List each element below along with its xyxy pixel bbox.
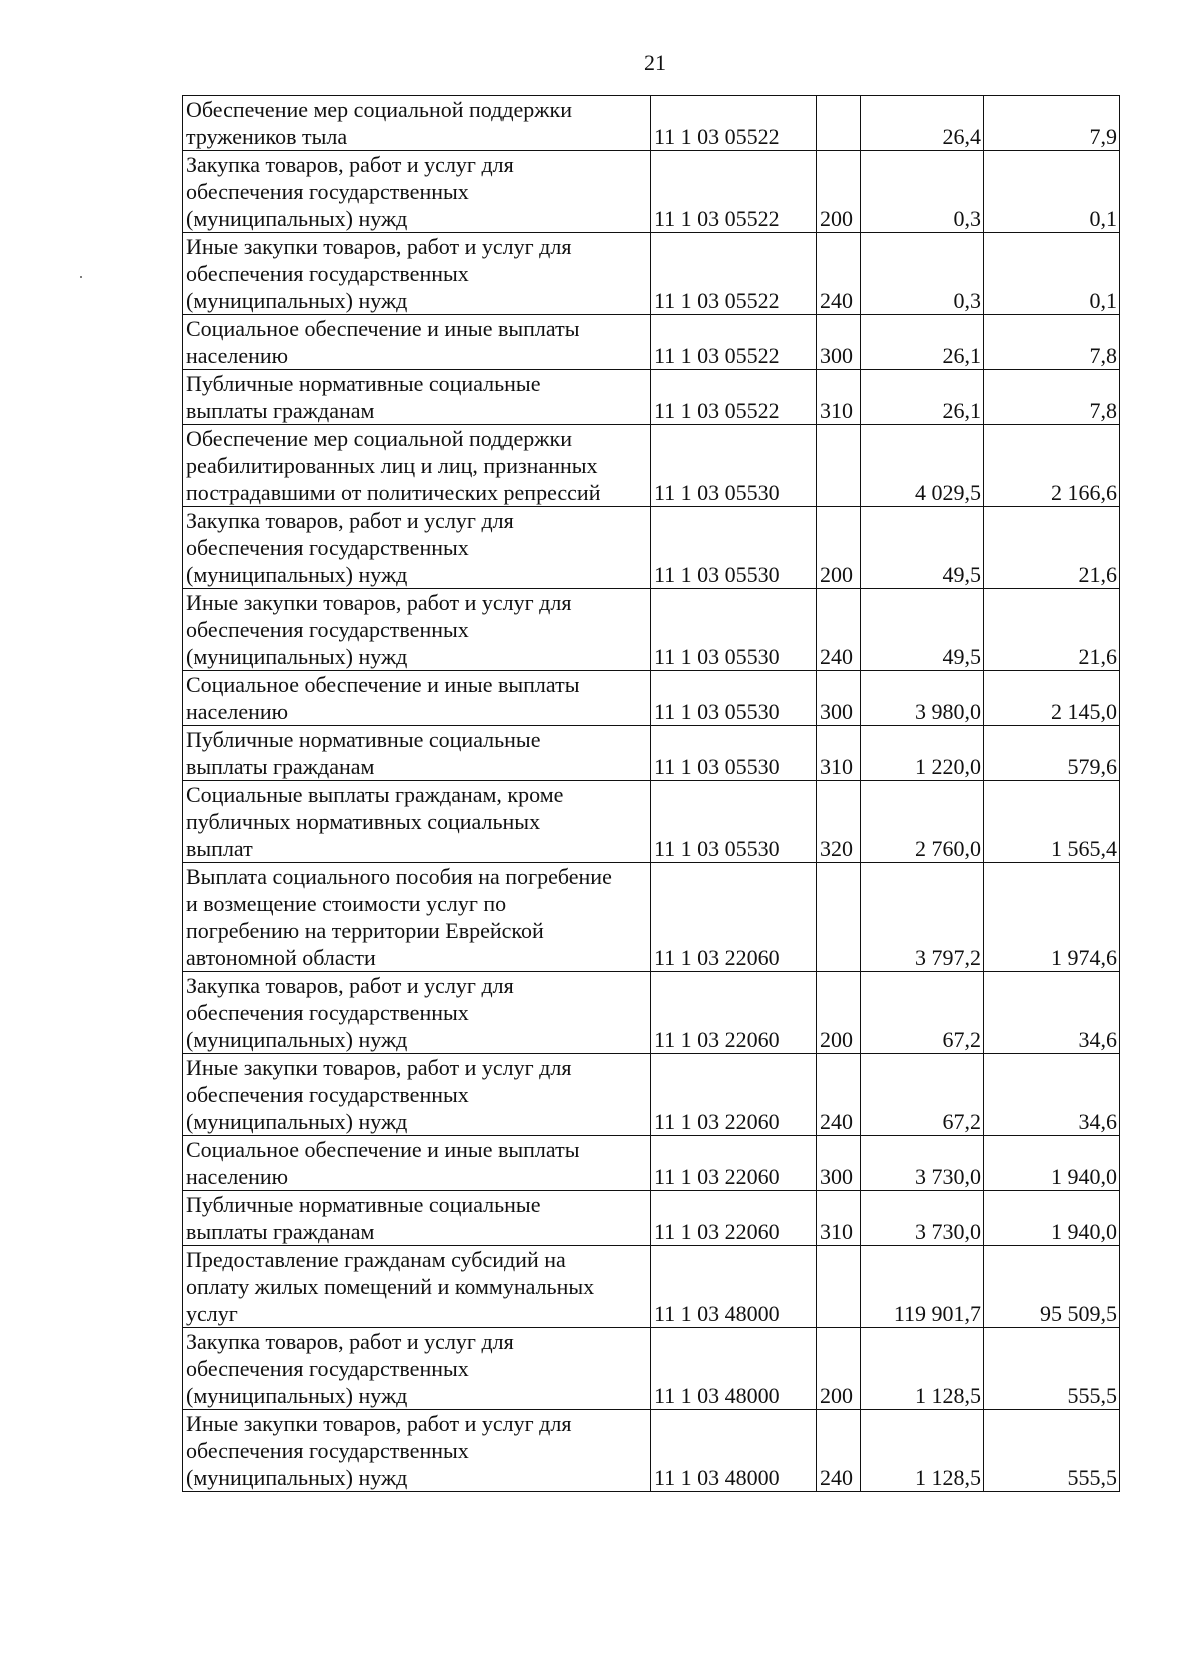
row-plan-value-cell: 3 797,2 [861,863,984,972]
table-row [183,1191,1120,1246]
row-actual-value-cell: 34,6 [984,972,1120,1054]
row-plan-value-cell: 49,5 [861,507,984,589]
row-name-line: Закупка товаров, работ и услуг для [186,1329,514,1354]
row-name-line: Закупка товаров, работ и услуг для [186,508,514,533]
budget-table [182,95,1120,1492]
row-name-cell [183,507,651,589]
row-plan-value-cell: 3 730,0 [861,1191,984,1246]
row-actual-value-cell: 1 940,0 [984,1191,1120,1246]
row-expense-type-cell: 320 [817,781,861,863]
row-plan-value-cell: 1 128,5 [861,1328,984,1410]
row-code-cell: 11 1 03 05522 [651,151,817,233]
table-row [183,233,1120,315]
row-name-cell [183,863,651,972]
row-name-line: Социальное обеспечение и иные выплаты [186,1137,580,1162]
row-expense-type-cell: 200 [817,507,861,589]
row-plan-value-cell: 2 760,0 [861,781,984,863]
row-name-line: реабилитированных лиц и лиц, признанных [186,453,598,478]
row-expense-type-cell [817,1246,861,1328]
table-row [183,425,1120,507]
row-name-cell [183,589,651,671]
row-name-line: обеспечения государственных [186,1438,469,1463]
row-name-cell [183,781,651,863]
row-name-cell [183,1191,651,1246]
row-plan-value-cell: 4 029,5 [861,425,984,507]
row-actual-value-cell: 555,5 [984,1328,1120,1410]
row-name-line: обеспечения государственных [186,1356,469,1381]
scan-speck [80,276,82,278]
row-name-line: тружеников тыла [186,124,348,149]
row-name-line: (муниципальных) нужд [186,206,408,231]
row-code-cell: 11 1 03 05522 [651,315,817,370]
row-name-cell [183,315,651,370]
row-expense-type-cell: 300 [817,315,861,370]
row-plan-value-cell: 67,2 [861,1054,984,1136]
row-name-line: (муниципальных) нужд [186,562,408,587]
row-name-line: (муниципальных) нужд [186,1465,408,1490]
row-code-cell: 11 1 03 22060 [651,863,817,972]
row-code-cell: 11 1 03 22060 [651,1054,817,1136]
table-row [183,1246,1120,1328]
row-expense-type-cell: 240 [817,233,861,315]
row-name-line: Обеспечение мер социальной поддержки [186,97,572,122]
row-name-line: Выплата социального пособия на погребение [186,864,612,889]
table-row [183,1136,1120,1191]
row-name-line: выплаты гражданам [186,754,375,779]
row-actual-value-cell: 1 565,4 [984,781,1120,863]
row-actual-value-cell: 21,6 [984,507,1120,589]
row-plan-value-cell: 26,4 [861,96,984,151]
row-name-line: Иные закупки товаров, работ и услуг для [186,590,572,615]
row-name-line: обеспечения государственных [186,617,469,642]
row-name-line: (муниципальных) нужд [186,1383,408,1408]
row-plan-value-cell: 67,2 [861,972,984,1054]
row-actual-value-cell: 21,6 [984,589,1120,671]
row-name-line: Публичные нормативные социальные [186,727,541,752]
row-code-cell: 11 1 03 05530 [651,671,817,726]
row-expense-type-cell [817,425,861,507]
table-row [183,589,1120,671]
row-name-line: и возмещение стоимости услуг по [186,891,507,916]
table-row [183,370,1120,425]
table-row [183,1328,1120,1410]
row-plan-value-cell: 1 220,0 [861,726,984,781]
row-name-line: оплату жилых помещений и коммунальных [186,1274,595,1299]
row-actual-value-cell: 7,9 [984,96,1120,151]
row-actual-value-cell: 7,8 [984,315,1120,370]
row-code-cell: 11 1 03 05530 [651,726,817,781]
table-row [183,972,1120,1054]
row-code-cell: 11 1 03 05522 [651,96,817,151]
row-name-cell [183,1328,651,1410]
row-name-line: Закупка товаров, работ и услуг для [186,152,514,177]
row-code-cell: 11 1 03 48000 [651,1328,817,1410]
row-expense-type-cell: 310 [817,726,861,781]
row-actual-value-cell: 1 974,6 [984,863,1120,972]
row-code-cell: 11 1 03 05530 [651,781,817,863]
row-name-line: (муниципальных) нужд [186,1027,408,1052]
table-row [183,1054,1120,1136]
row-name-line: пострадавшими от политических репрессий [186,480,601,505]
budget-table-body [183,96,1120,1492]
row-expense-type-cell: 200 [817,151,861,233]
row-name-cell [183,972,651,1054]
row-plan-value-cell: 0,3 [861,151,984,233]
table-row [183,151,1120,233]
row-name-cell [183,1136,651,1191]
row-name-line: Социальные выплаты гражданам, кроме [186,782,564,807]
row-name-cell [183,233,651,315]
row-actual-value-cell: 1 940,0 [984,1136,1120,1191]
row-actual-value-cell: 0,1 [984,233,1120,315]
row-code-cell: 11 1 03 05530 [651,425,817,507]
table-row [183,315,1120,370]
row-name-line: обеспечения государственных [186,261,469,286]
row-name-line: Социальное обеспечение и иные выплаты [186,672,580,697]
row-code-cell: 11 1 03 22060 [651,972,817,1054]
row-name-cell [183,726,651,781]
row-name-cell [183,1054,651,1136]
row-name-line: Иные закупки товаров, работ и услуг для [186,1411,572,1436]
row-name-cell [183,151,651,233]
row-expense-type-cell: 300 [817,1136,861,1191]
row-name-line: выплат [186,836,253,861]
row-code-cell: 11 1 03 22060 [651,1136,817,1191]
row-name-line: Обеспечение мер социальной поддержки [186,426,572,451]
row-plan-value-cell: 49,5 [861,589,984,671]
row-plan-value-cell: 0,3 [861,233,984,315]
row-name-cell [183,370,651,425]
row-name-cell [183,1246,651,1328]
row-actual-value-cell: 7,8 [984,370,1120,425]
row-name-line: выплаты гражданам [186,1219,375,1244]
row-code-cell: 11 1 03 05522 [651,370,817,425]
row-code-cell: 11 1 03 22060 [651,1191,817,1246]
table-row [183,726,1120,781]
row-expense-type-cell: 240 [817,589,861,671]
row-name-line: населению [186,343,289,368]
row-name-line: обеспечения государственных [186,1082,469,1107]
page-number: 21 [644,50,666,75]
row-code-cell: 11 1 03 48000 [651,1246,817,1328]
row-name-line: населению [186,1164,289,1189]
row-name-line: (муниципальных) нужд [186,644,408,669]
row-code-cell: 11 1 03 05530 [651,507,817,589]
row-name-line: Закупка товаров, работ и услуг для [186,973,514,998]
table-row [183,96,1120,151]
row-expense-type-cell: 200 [817,972,861,1054]
row-expense-type-cell: 240 [817,1410,861,1492]
row-expense-type-cell: 310 [817,370,861,425]
row-name-line: Публичные нормативные социальные [186,371,541,396]
row-expense-type-cell [817,863,861,972]
row-name-line: Предоставление гражданам субсидий на [186,1247,566,1272]
row-plan-value-cell: 26,1 [861,315,984,370]
table-row [183,507,1120,589]
row-expense-type-cell: 200 [817,1328,861,1410]
row-name-line: Социальное обеспечение и иные выплаты [186,316,580,341]
row-code-cell: 11 1 03 48000 [651,1410,817,1492]
row-actual-value-cell: 2 145,0 [984,671,1120,726]
row-actual-value-cell: 579,6 [984,726,1120,781]
row-expense-type-cell: 300 [817,671,861,726]
row-actual-value-cell: 555,5 [984,1410,1120,1492]
row-name-line: обеспечения государственных [186,535,469,560]
row-expense-type-cell [817,96,861,151]
row-name-line: услуг [186,1301,238,1326]
row-name-line: Иные закупки товаров, работ и услуг для [186,234,572,259]
row-plan-value-cell: 119 901,7 [861,1246,984,1328]
row-name-line: Публичные нормативные социальные [186,1192,541,1217]
row-actual-value-cell: 34,6 [984,1054,1120,1136]
row-name-line: (муниципальных) нужд [186,288,408,313]
row-name-line: Иные закупки товаров, работ и услуг для [186,1055,572,1080]
row-plan-value-cell: 3 730,0 [861,1136,984,1191]
table-row [183,863,1120,972]
row-name-cell [183,425,651,507]
row-plan-value-cell: 26,1 [861,370,984,425]
row-code-cell: 11 1 03 05522 [651,233,817,315]
row-code-cell: 11 1 03 05530 [651,589,817,671]
row-actual-value-cell: 0,1 [984,151,1120,233]
table-row [183,671,1120,726]
row-expense-type-cell: 240 [817,1054,861,1136]
row-name-cell [183,1410,651,1492]
row-name-line: погребению на территории Еврейской [186,918,544,943]
row-plan-value-cell: 3 980,0 [861,671,984,726]
row-name-cell [183,671,651,726]
row-name-line: населению [186,699,289,724]
row-plan-value-cell: 1 128,5 [861,1410,984,1492]
row-actual-value-cell: 2 166,6 [984,425,1120,507]
row-name-line: (муниципальных) нужд [186,1109,408,1134]
row-actual-value-cell: 95 509,5 [984,1246,1120,1328]
row-name-line: выплаты гражданам [186,398,375,423]
row-name-line: обеспечения государственных [186,1000,469,1025]
row-name-cell [183,96,651,151]
table-row [183,781,1120,863]
row-expense-type-cell: 310 [817,1191,861,1246]
row-name-line: автономной области [186,945,376,970]
row-name-line: публичных нормативных социальных [186,809,541,834]
row-name-line: обеспечения государственных [186,179,469,204]
table-row [183,1410,1120,1492]
